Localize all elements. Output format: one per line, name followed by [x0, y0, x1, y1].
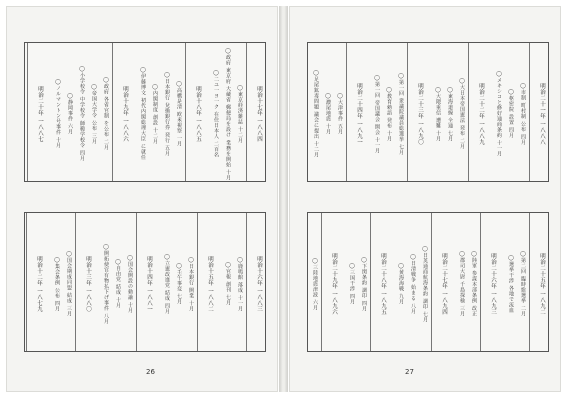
event-entry: ◯帝国大学令 公布 三月	[91, 83, 97, 145]
event-entry: ◯下関条約 調印 四月	[361, 256, 367, 312]
year-heading: 明治二十年 一八八七	[27, 43, 46, 181]
event-entry: ◯第二回 臨時総選挙 二月	[520, 251, 526, 317]
event-entry: ◯自由党 結成 十月	[115, 259, 121, 309]
event-entry: ◯小学校令 中学校令 師範学校令 四月	[79, 66, 85, 162]
year-heading: 明治二十一年 一八八八	[529, 43, 548, 181]
event-entry: ◯立憲改進党 結成 四月	[164, 253, 170, 315]
event-entry: ◯高橋是清 欧米視察 一月	[176, 81, 182, 147]
page-number: 27	[405, 368, 414, 376]
page-number: 26	[146, 368, 155, 376]
event-entry: ◯日本銀行 兌換銀行券 発行 五月	[164, 71, 170, 157]
event-entry: ◯鹿鳴館 落成 十一月	[237, 256, 243, 312]
event-entry: ◯内閣制度 創設 十二月	[152, 83, 158, 145]
event-entry: ◯政府 東京府 大蔵省 郵便局を設け 業務を開始 十月	[225, 47, 231, 181]
event-entry: ◯郡司大尉 千島探検 三月	[459, 251, 465, 317]
event-entry: ◯東京経済雑誌 十二月	[237, 84, 243, 144]
event-entry: ◯枢密院 設置 四月	[508, 89, 514, 139]
event-entry: ◯日本銀行 開業 十月	[188, 256, 194, 312]
event-entry: ◯政府 各省官制 を公布 二月	[103, 77, 109, 151]
event-entry: ◯足尾鉱毒問題 議会に提出 十二月	[313, 70, 319, 158]
year-heading: 明治二十八年 一八九五	[370, 213, 389, 351]
event-entry: ◯日英通商航海条約 調印 七月	[422, 245, 428, 323]
event-entry: ◯日清戦争 始まる 八月	[410, 253, 416, 315]
year-heading: 明治十五年 一八八二	[197, 213, 216, 351]
event-entry: ◯濃尾地震 十月	[325, 93, 331, 135]
event-entry: ◯黄海海戦 九月	[398, 263, 404, 305]
event-entry: ◯国会開設の勅諭 十月	[127, 254, 133, 314]
event-entry: ◯大津事件 五月	[337, 93, 343, 135]
event-entry: ◯教育勅語 発布 十月	[386, 86, 392, 142]
year-heading: 明治二十九年 一八九六	[321, 213, 340, 351]
year-heading: 明治十九年 一八八六	[112, 43, 131, 181]
event-entry: ◯開拓使官有物払下げ事件 八月	[103, 243, 109, 325]
event-entry: ◯伊藤博文 初代内閣総理大臣 に就任	[140, 67, 146, 161]
book-gutter	[279, 6, 288, 392]
right-top-table	[307, 42, 549, 182]
event-entry: ◯大隈重信 遭難 十月	[435, 86, 441, 142]
event-entry: ◯市制 町村制 公布 四月	[520, 82, 526, 146]
event-entry: ◯東海道線 全通 七月	[447, 86, 453, 142]
year-heading: 明治十八年 一八八五	[185, 43, 204, 181]
left-page	[6, 6, 278, 392]
event-entry: ◯二ユ一ヨ一ク 在住日本人 二百名	[213, 70, 219, 158]
event-entry: ◯大日本帝国憲法 発布 二月	[459, 78, 465, 150]
event-entry: ◯三陸地震津波 六月	[312, 257, 318, 311]
event-entry: ◯ノルマントン号事件 十月	[55, 79, 61, 149]
event-entry: ◯三国干渉 四月	[349, 263, 355, 305]
event-entry: ◯陸軍 参謀本部条例 改正	[471, 251, 477, 317]
event-entry: ◯第一回 帝国議会 開会 十一月	[374, 74, 380, 154]
year-heading: 明治十六年 一八八三	[246, 213, 265, 351]
year-heading: 明治十二年 一八七九	[26, 213, 45, 351]
event-entry: ◯壬午事変 七月	[176, 263, 182, 305]
event-entry: ◯メキシコと修好通商条約 十一月	[496, 71, 502, 157]
year-heading: 明治十四年 一八八一	[136, 213, 155, 351]
event-entry: ◯集会条例 公布 四月	[54, 256, 60, 312]
year-heading: 明治二十二年 一八八九	[468, 43, 487, 181]
event-entry: ◯静岡事件 六月	[67, 93, 73, 135]
event-entry: ◯第一回 衆議院議員総選挙 七月	[398, 72, 404, 156]
event-entry: ◯官報 創刊 七月	[225, 262, 231, 306]
year-heading: 明治二十五年 一八九二	[529, 213, 548, 351]
event-entry: ◯選挙干渉 各地で流血	[508, 254, 514, 314]
left-top-table	[24, 42, 266, 182]
year-heading: 明治二十三年 一八九〇	[407, 43, 426, 181]
right-page	[289, 6, 561, 392]
year-heading: 明治二十七年 一八九四	[431, 213, 450, 351]
year-heading: 明治二十四年 一八九一	[346, 43, 365, 181]
event-entry: ◯国会期成同盟 結成 三月	[66, 251, 72, 317]
left-bottom-table	[24, 212, 266, 352]
year-heading: 明治十七年 一八八四	[246, 43, 265, 181]
year-heading: 明治二十六年 一八九三	[480, 213, 499, 351]
right-bottom-table	[307, 212, 549, 352]
year-heading: 明治十三年 一八八〇	[75, 213, 94, 351]
